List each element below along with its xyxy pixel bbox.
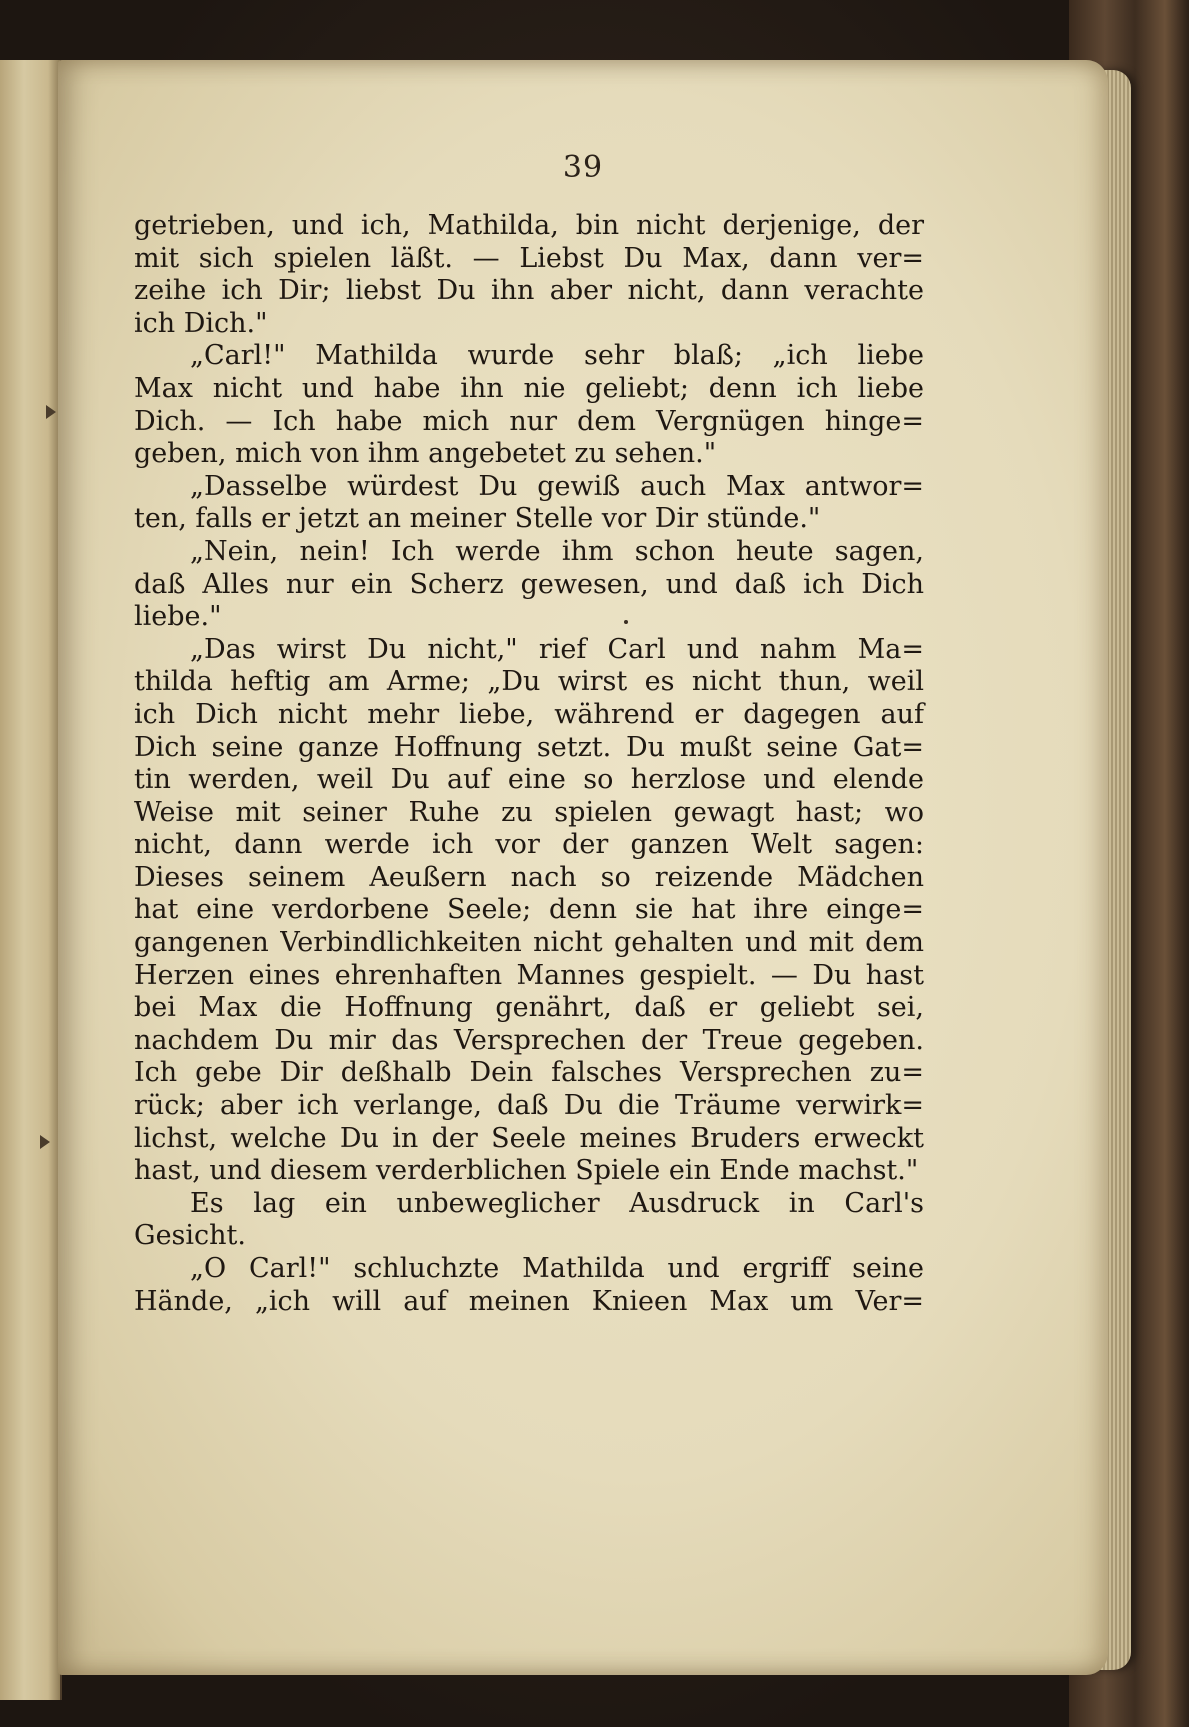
text-line: Weise mit seiner Ruhe zu spielen gewagt hast; wo: [134, 796, 924, 828]
text-line: „Dasselbe würdest Du gewiß auch Max antwor=: [190, 470, 924, 502]
text-line: Max nicht und habe ihn nie geliebt; denn ich liebe: [134, 372, 924, 404]
text-line: „Nein, nein! Ich werde ihm schon heute sagen,: [190, 535, 924, 567]
text-line: ich Dich nicht mehr liebe, während er dagegen auf: [134, 698, 924, 730]
text-line: nachdem Du mir das Versprechen der Treue gegeben.: [134, 1024, 924, 1056]
text-line: zeihe ich Dir; liebst Du ihn aber nicht, dann verachte: [134, 275, 924, 307]
text-line: Dich. — Ich habe mich nur dem Vergnügen hinge=: [134, 405, 924, 437]
text-line: Ich gebe Dir deßhalb Dein falsches Versprechen zu=: [134, 1057, 924, 1089]
facing-page-edge: [0, 60, 62, 1700]
text-line: hast, und diesem verderblichen Spiele ein Ende machst.": [134, 1155, 919, 1187]
page-mark-icon: [46, 405, 56, 419]
text-line: rück; aber ich verlange, daß Du die Träume verwirk=: [134, 1090, 924, 1122]
text-line: „O Carl!" schluchzte Mathilda und ergriff seine: [190, 1253, 924, 1284]
text-line: daß Alles nur ein Scherz gewesen, und daß ich Dich: [134, 568, 924, 600]
text-line: ten, falls er jetzt an meiner Stelle vor Dir stünde.": [134, 503, 821, 535]
text-line: thilda heftig am Arme; „Du wirst es nicht thun, weil: [134, 666, 924, 698]
page-number: 39: [562, 150, 604, 185]
text-line: Herzen eines ehrenhaften Mannes gespielt. — Du hast: [134, 959, 924, 991]
text-line: Gesicht.: [134, 1220, 246, 1252]
book-page: [58, 60, 1108, 1675]
text-line: Hände, „ich will auf meinen Knieen Max um Ver=: [134, 1285, 924, 1317]
text-line: „Carl!" Mathilda wurde sehr blaß; „ich liebe: [190, 340, 924, 372]
text-line: „Das wirst Du nicht," rief Carl und nahm Ma=: [190, 633, 924, 665]
text-line: Es lag ein unbeweglicher Ausdruck in Carl's: [190, 1187, 924, 1219]
text-line: hat eine verdorbene Seele; denn sie hat ihre einge=: [134, 894, 924, 926]
ink-speck: [624, 620, 628, 624]
text-line: geben, mich von ihm angebetet zu sehen.": [134, 438, 717, 470]
text-line: lichst, welche Du in der Seele meines Bruders erweckt: [134, 1122, 924, 1154]
text-line: bei Max die Hoffnung genährt, daß er geliebt sei,: [134, 992, 924, 1024]
page-body-text: [134, 210, 924, 1318]
text-line: nicht, dann werde ich vor der ganzen Welt sagen:: [134, 829, 924, 861]
text-line: Dieses seinem Aeußern nach so reizende Mädchen: [134, 861, 924, 893]
text-line: tin werden, weil Du auf eine so herzlose und elende: [134, 764, 924, 796]
page-mark-icon: [40, 1135, 50, 1149]
text-line: getrieben, und ich, Mathilda, bin nicht derjenige, der: [134, 210, 924, 241]
text-line: gangenen Verbindlichkeiten nicht gehalten und mit dem: [134, 927, 924, 959]
text-line: ich Dich.": [134, 307, 268, 339]
text-line: liebe.": [134, 601, 222, 633]
text-line: mit sich spielen läßt. — Liebst Du Max, dann ver=: [134, 242, 924, 274]
text-line: Dich seine ganze Hoffnung setzt. Du mußt seine Gat=: [134, 731, 924, 763]
